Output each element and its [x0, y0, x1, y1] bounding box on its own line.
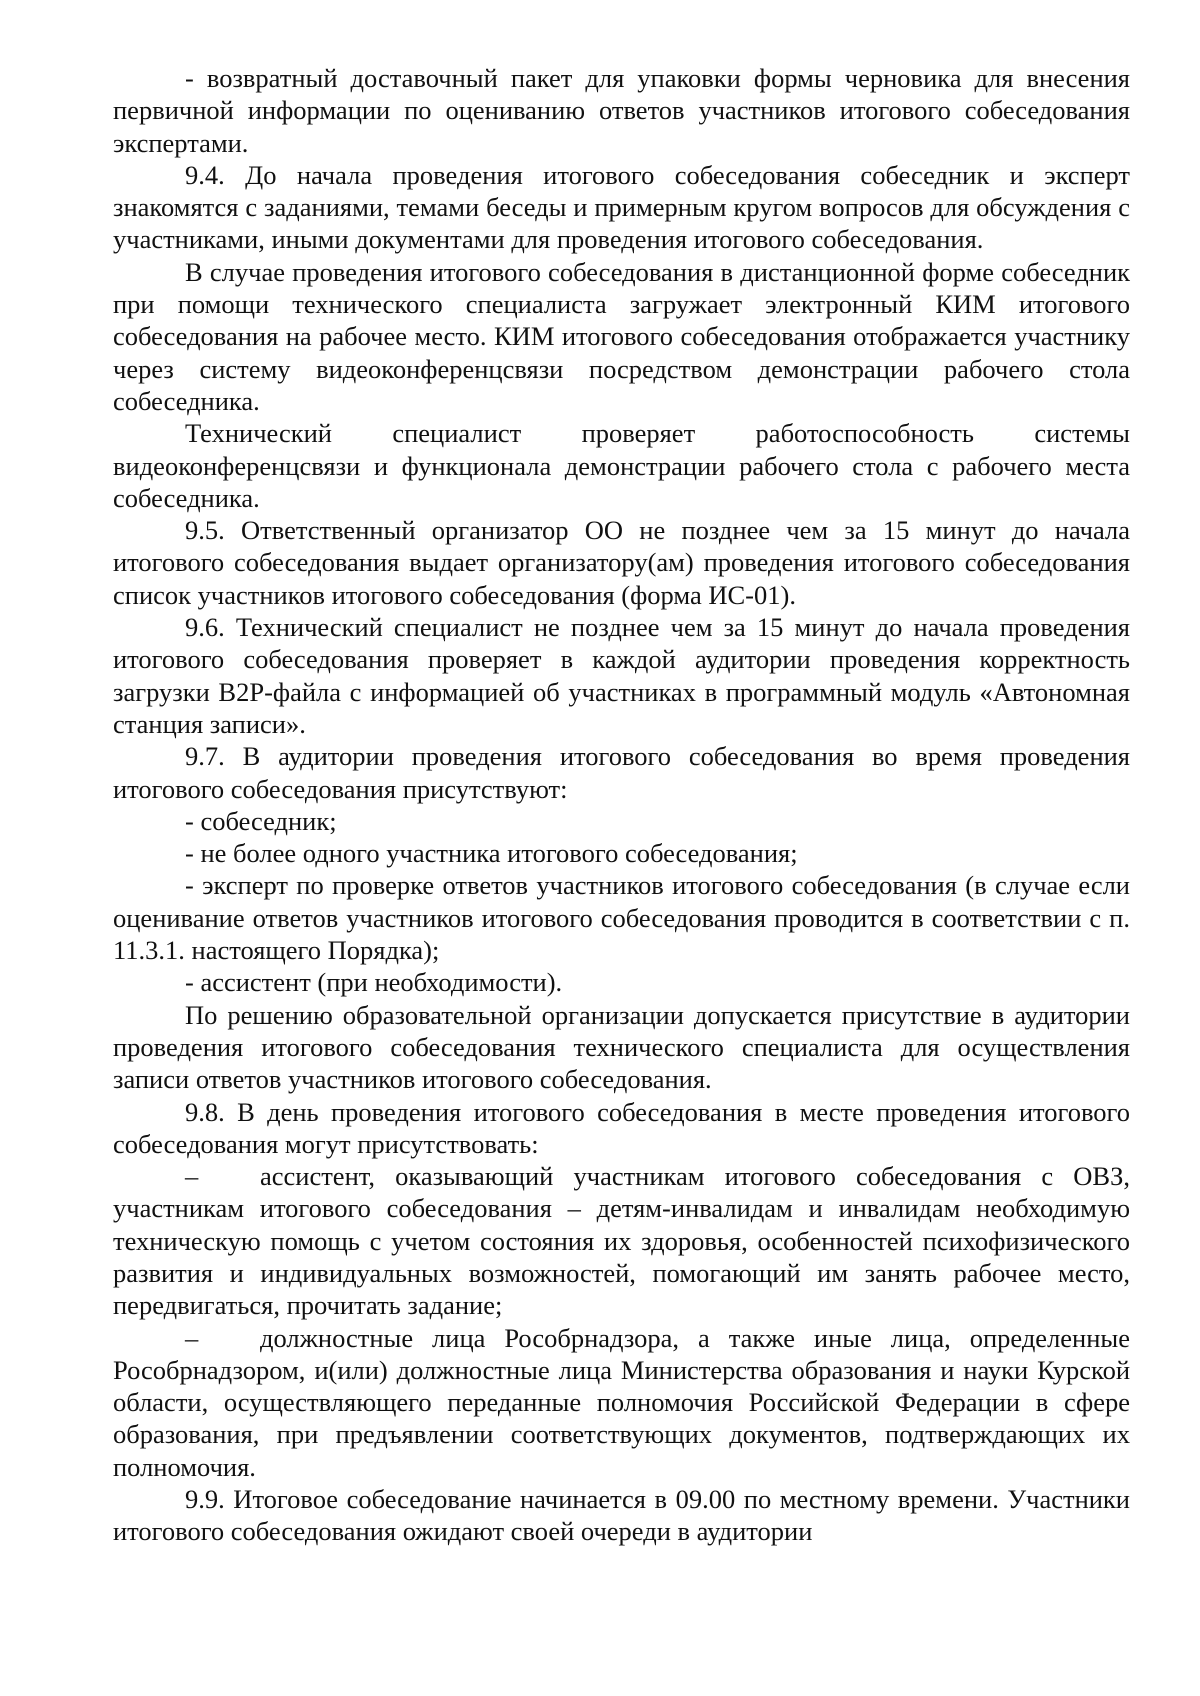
dash-item-assistant [113, 1160, 1130, 1321]
paragraph-9-9: 9.9. Итоговое собеседование начинается в 09.00 по местному времени. Участники итогового собеседования ожидают своей очереди в аудитории [113, 1484, 1130, 1547]
dash-item-text: ассистент, оказывающий участникам итогового собеседования с ОВЗ, участникам итогового собеседования – детям-инвалидам и инвалидам необходимую техническую помощь с учетом состояния их здоровья, особенностей психофизического развития и индивидуальных возможностей, помогающий им занять рабочее место, передвигаться, прочитать задание; [113, 1161, 1130, 1321]
paragraph-9-5: 9.5. Ответственный организатор ОО не позднее чем за 15 минут до начала итогового собеседования выдает организатору(ам) проведения итогового собеседования список участников итогового собеседования (форма ИС-01). [113, 515, 1130, 610]
paragraph-technical-specialist: Технический специалист проверяет работоспособность системы видеоконференцсвязи и функционала демонстрации рабочего стола с рабочего места собеседника. [113, 418, 1130, 513]
dash-item-officials [113, 1322, 1130, 1483]
paragraph-9-4: 9.4. До начала проведения итогового собеседования собеседник и эксперт знакомятся с заданиями, темами беседы и примерным кругом вопросов для обсуждения с участниками, иными документами для проведения итогового собеседования. [113, 159, 1130, 255]
paragraph-9-6: 9.6. Технический специалист не позднее чем за 15 минут до начала проведения итогового собеседования проверяет в каждой аудитории проведения корректность загрузки B2P-файла с информацией об участниках в программный модуль «Автономная станция записи». [113, 612, 1130, 739]
list-item-participant: - не более одного участника итогового собеседования; [185, 838, 798, 869]
paragraph-9-7: 9.7. В аудитории проведения итогового собеседования во время проведения итогового собеседования присутствуют: [113, 741, 1130, 804]
paragraph-9-8: 9.8. В день проведения итогового собеседования в месте проведения итогового собеседования могут присутствовать: [113, 1096, 1130, 1159]
dash-mark: – [185, 1322, 199, 1353]
dash-item-text: должностные лица Рособрнадзора, а также иные лица, определенные Рособрнадзором, и(или) должностные лица Министерства образования и науки Курской области, осуществляющего переданные полномочия Российской Федерации в сфере образования, при предъявлении соответствующих документов, подтверждающих их полномочия. [113, 1322, 1130, 1482]
paragraph-organization-decision: По решению образовательной организации допускается присутствие в аудитории проведения итогового собеседования технического специалиста для осуществления записи ответов участников итогового собеседования. [113, 999, 1130, 1095]
list-item-assistant: - ассистент (при необходимости). [185, 967, 563, 998]
paragraph-return-package: - возвратный доставочный пакет для упаковки формы черновика для внесения первичной информации по оцениванию ответов участников итогового собеседования экспертами. [113, 63, 1130, 158]
paragraph-remote-form: В случае проведения итогового собеседования в дистанционной форме собеседник при помощи технического специалиста загружает электронный КИМ итогового собеседования на рабочее место. КИМ итогового собеседования отображается участнику через систему видеоконференцсвязи посредством демонстрации рабочего стола собеседника. [113, 256, 1130, 416]
dash-mark: – [185, 1161, 199, 1192]
document-page [113, 62, 1130, 1548]
list-item-expert: - эксперт по проверке ответов участников итогового собеседования (в случае если оценивание ответов участников итогового собеседования проводится в соответствии с п. 11.3.1. настоящего Порядка); [113, 870, 1130, 966]
list-item-interlocutor: - собеседник; [185, 805, 337, 836]
